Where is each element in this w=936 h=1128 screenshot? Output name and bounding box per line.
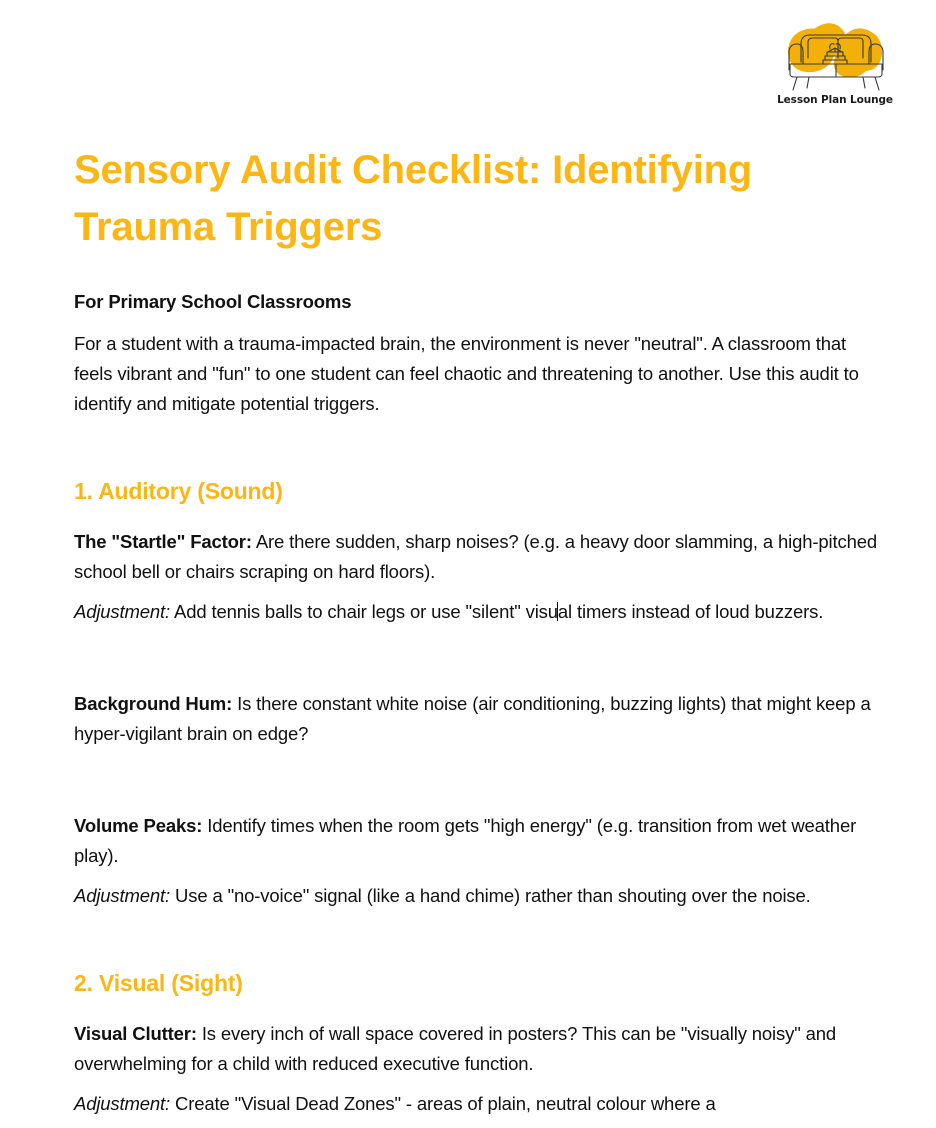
adjustment-text-before-caret: Use a "no-voice" signal (like a hand chime) rather than shouting over the noise. [170,884,811,906]
adjustment-label: Adjustment: [74,884,171,906]
adjustment-label: Adjustment: [74,601,171,623]
checklist-item-text [74,689,886,749]
adjustment-text-before-caret: Add tennis balls to chair legs or use "silent" visu [170,601,558,623]
checklist-item[interactable] [74,507,886,627]
checklist-item-adjustment [74,871,886,911]
checklist-item[interactable] [74,627,886,749]
checklist-item-lead: Visual Clutter: [74,1022,197,1044]
checklist-item-body: Is every inch of wall space covered in posters? This can be "visually noisy" and overwhelming for a child with reduced executive function. [74,1022,837,1074]
checklist-item-text [74,811,886,871]
checklist-item-text [74,1019,886,1079]
adjustment-label: Adjustment: [74,1092,171,1114]
brand-wordmark: Lesson Plan Lounge [777,94,893,106]
checklist-item[interactable] [74,999,886,1119]
checklist-item-text [74,527,886,587]
checklist-item[interactable] [74,749,886,911]
section-heading-visual: 2. Visual (Sight) [74,969,243,996]
page-title: Sensory Audit Checklist: Identifying Trauma Triggers [74,148,753,249]
checklist-item-body: Are there sudden, sharp noises? (e.g. a heavy door slamming, a high-pitched school bell or chairs scraping on hard floors). [74,531,878,583]
checklist-item-adjustment [74,587,886,627]
checklist-item-lead: The "Startle" Factor: [74,531,252,553]
adjustment-text-after-caret: al timers instead of loud buzzers. [557,601,824,623]
adjustment-text-before-caret: Create "Visual Dead Zones" - areas of plain, neutral colour where a [170,1092,716,1114]
page-subtitle: For Primary School Classrooms [74,290,352,312]
checklist-item-adjustment [74,1079,886,1119]
checklist-item-lead: Background Hum: [74,693,233,715]
checklist-item-lead: Volume Peaks: [74,814,203,836]
checklist-item-body: Is there constant white noise (air conditioning, buzzing lights) that might keep a hyper-vigilant brain on edge? [74,693,871,745]
document-body [74,0,886,1119]
intro-paragraph: For a student with a trauma-impacted brain, the environment is never "neutral". A classroom that feels vibrant and "fun" to one student can feel chaotic and threatening to another. Use this audit to identify and mitigate potential triggers. [74,333,859,415]
section-heading-auditory: 1. Auditory (Sound) [74,478,283,505]
checklist-item-body: Identify times when the room gets "high energy" (e.g. transition from wet weather play). [74,814,857,866]
